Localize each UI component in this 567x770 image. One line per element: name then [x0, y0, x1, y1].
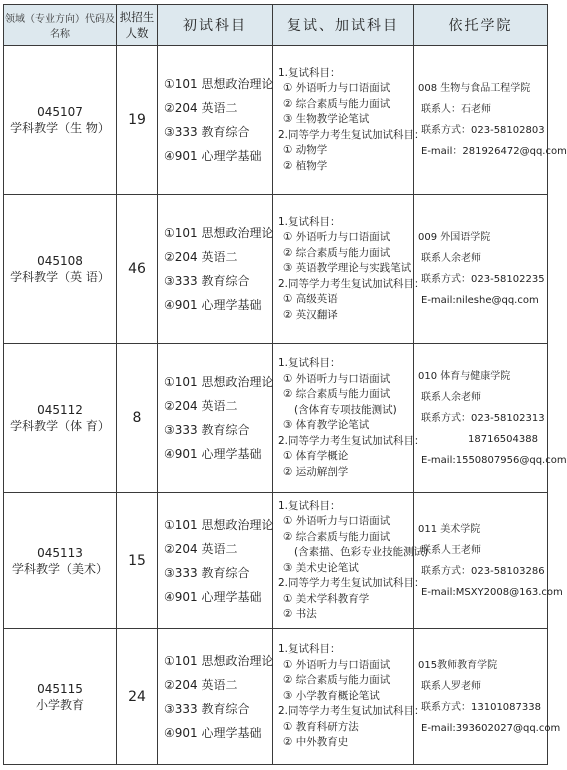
cell-initial-subjects: [158, 629, 273, 765]
retest-subject: ② 综合素质与能力面试: [283, 530, 391, 543]
extra-subject: ① 美术学科教育学: [283, 592, 370, 605]
header-quota: [117, 5, 158, 46]
cell-field: [4, 493, 117, 629]
cell-initial-subjects: [158, 195, 273, 344]
cell-quota: 19: [117, 46, 158, 195]
cell-quota: 8: [117, 344, 158, 493]
college-name: 011 美术学院: [418, 523, 481, 535]
retest-subject: ② 综合素质与能力面试: [283, 246, 391, 259]
field-code: 045107: [37, 105, 83, 119]
retest-note: (含体育专项技能测试): [294, 403, 397, 416]
initial-subject: ①101 思想政治理论: [164, 653, 274, 668]
initial-subject: ③333 教育综合: [164, 423, 250, 437]
header-quota-line2: 人数: [125, 26, 149, 40]
college-phone-2: 18716504388: [468, 433, 538, 445]
extra-subject: ① 教育科研方法: [283, 720, 359, 733]
initial-subject: ④901 心理学基础: [164, 447, 262, 461]
cell-retest-subjects: [273, 493, 429, 629]
retest-subject: ② 综合素质与能力面试: [283, 97, 391, 110]
retest-subject: ② 综合素质与能力面试: [283, 674, 391, 687]
initial-subject: ④901 心理学基础: [164, 149, 262, 163]
initial-subject: ③333 教育综合: [164, 125, 250, 139]
college-name: 010 体育与健康学院: [418, 370, 511, 382]
college-phone: 联系方式：023-58103286: [421, 565, 545, 577]
college-phone: 联系方式：023-58102313: [421, 412, 545, 424]
college-email: E-mail:nileshe@qq.com: [421, 295, 539, 306]
table-body: [4, 46, 567, 765]
extra-subject: ② 书法: [283, 608, 317, 620]
initial-subject: ②204 英语二: [164, 399, 238, 413]
program-table: [3, 4, 567, 765]
initial-subject: ②204 英语二: [164, 541, 238, 556]
field-name: 小学教育: [35, 697, 84, 712]
cell-field: [4, 46, 117, 195]
cell-retest-subjects: [273, 344, 425, 493]
cell-college: [414, 344, 567, 493]
college-contact: 联系人余老师: [421, 253, 481, 264]
college-email: E-mail:MSXY2008@163.com: [421, 586, 563, 598]
extra-subject: ② 英汉翻译: [283, 308, 338, 321]
cell-college: [414, 493, 563, 629]
retest-subject: ① 外语听力与口语面试: [283, 82, 391, 95]
retest-title: 1.复试科目：: [278, 66, 341, 79]
college-email: E-mail:1550807956@qq.com: [421, 454, 567, 466]
retest-subject: ① 外语听力与口语面试: [283, 372, 391, 385]
field-code: 045108: [37, 254, 83, 268]
initial-subject: ②204 英语二: [164, 101, 238, 115]
cell-initial-subjects: [158, 493, 273, 629]
cell-field: [4, 629, 117, 765]
retest-subject: ① 外语听力与口语面试: [283, 658, 391, 671]
college-name: 015教师教育学院: [418, 659, 498, 671]
field-name: 学科教学（体 育）: [10, 419, 110, 433]
cell-quota: 24: [117, 629, 158, 765]
extra-title: 2.同等学力考生复试加试科目：: [278, 577, 425, 589]
cell-retest-subjects: [273, 195, 425, 344]
retest-subject: ③ 小学教育概论笔试: [283, 689, 380, 702]
college-phone: 联系方式：023-58102803: [421, 125, 545, 136]
college-email: E-mail:393602027@qq.com: [421, 722, 561, 734]
college-contact: 联系人罗老师: [421, 680, 481, 692]
college-contact: 联系人王老师: [421, 544, 481, 556]
retest-title: 1.复试科目：: [278, 499, 341, 512]
table-row: [4, 46, 548, 195]
cell-quota: 46: [117, 195, 158, 344]
retest-subject: ③ 英语教学理论与实践笔试: [283, 262, 412, 275]
cell-field: [4, 344, 117, 493]
extra-subject: ① 动物学: [283, 144, 328, 157]
table-row: [4, 195, 548, 344]
college-email: E-mail：281926472@qq.com: [421, 146, 567, 157]
cell-college: [414, 195, 548, 344]
retest-subject: ① 外语听力与口语面试: [283, 231, 391, 244]
header-quota-line1: 拟招生: [119, 10, 155, 24]
field-code: 045112: [37, 403, 83, 417]
extra-title: 2.同等学力考生复试加试科目：: [278, 128, 425, 141]
college-contact: 联系人：石老师: [421, 104, 491, 115]
extra-subject: ① 高级英语: [283, 293, 338, 306]
cell-quota: 15: [117, 493, 158, 629]
retest-title: 1.复试科目：: [278, 357, 341, 369]
retest-subject: ③ 生物教学论笔试: [283, 113, 370, 126]
retest-title: 1.复试科目：: [278, 643, 341, 656]
header-college: 依托学院: [414, 5, 548, 46]
retest-subject: ③ 美术史论笔试: [283, 561, 359, 574]
extra-title: 2.同等学力考生复试加试科目：: [278, 434, 425, 447]
cell-field: [4, 195, 117, 344]
cell-initial-subjects: [158, 344, 273, 493]
college-name: 008 生物与食品工程学院: [418, 83, 531, 94]
initial-subject: ③333 教育综合: [164, 565, 250, 580]
field-name: 学科教学（生 物）: [10, 121, 110, 135]
field-code: 045115: [37, 681, 83, 696]
initial-subject: ④901 心理学基础: [164, 589, 262, 604]
cell-college: [414, 46, 567, 195]
initial-subject: ③333 教育综合: [164, 701, 250, 716]
retest-subject: ① 外语听力与口语面试: [283, 515, 391, 527]
initial-subject: ④901 心理学基础: [164, 725, 262, 740]
initial-subject: ①101 思想政治理论: [164, 517, 274, 532]
field-name: 学科教学（美术）: [11, 561, 108, 576]
extra-subject: ① 体育学概论: [283, 450, 349, 462]
retest-title: 1.复试科目：: [278, 215, 341, 228]
cell-retest-subjects: [273, 629, 425, 765]
college-phone: 联系方式：13101087338: [421, 701, 541, 713]
initial-subject: ①101 思想政治理论: [164, 77, 274, 91]
table-row: [4, 344, 548, 493]
retest-note: (含素描、色彩专业技能测试): [294, 546, 429, 558]
college-phone: 联系方式：023-58102235: [421, 274, 545, 285]
table-row: [4, 629, 548, 765]
retest-subject: ② 综合素质与能力面试: [283, 388, 391, 400]
extra-title: 2.同等学力考生复试加试科目：: [278, 705, 425, 718]
initial-subject: ①101 思想政治理论: [164, 375, 274, 389]
table-row: [4, 493, 548, 629]
initial-subject: ②204 英语二: [164, 677, 238, 692]
initial-subject: ④901 心理学基础: [164, 298, 262, 312]
college-name: 009 外国语学院: [418, 232, 491, 243]
retest-subject: ③ 体育教学论笔试: [283, 419, 370, 431]
extra-subject: ② 植物学: [283, 159, 328, 172]
initial-subject: ②204 英语二: [164, 250, 238, 264]
extra-title: 2.同等学力考生复试加试科目：: [278, 277, 425, 290]
header-initial: 初试科目: [158, 5, 273, 46]
extra-subject: ② 中外教育史: [283, 736, 349, 749]
header-retest: 复试、加试科目: [273, 5, 414, 46]
initial-subject: ③333 教育综合: [164, 274, 250, 288]
initial-subject: ①101 思想政治理论: [164, 226, 274, 240]
extra-subject: ② 运动解剖学: [283, 465, 349, 478]
field-name: 学科教学（英 语）: [10, 270, 110, 284]
college-contact: 联系人余老师: [421, 391, 481, 403]
table-header-row: [4, 5, 548, 46]
cell-college: [414, 629, 561, 765]
cell-initial-subjects: [158, 46, 273, 195]
cell-retest-subjects: [273, 46, 425, 195]
field-code: 045113: [37, 545, 83, 560]
header-field: 领域（专业方向）代码及名称: [4, 5, 117, 46]
